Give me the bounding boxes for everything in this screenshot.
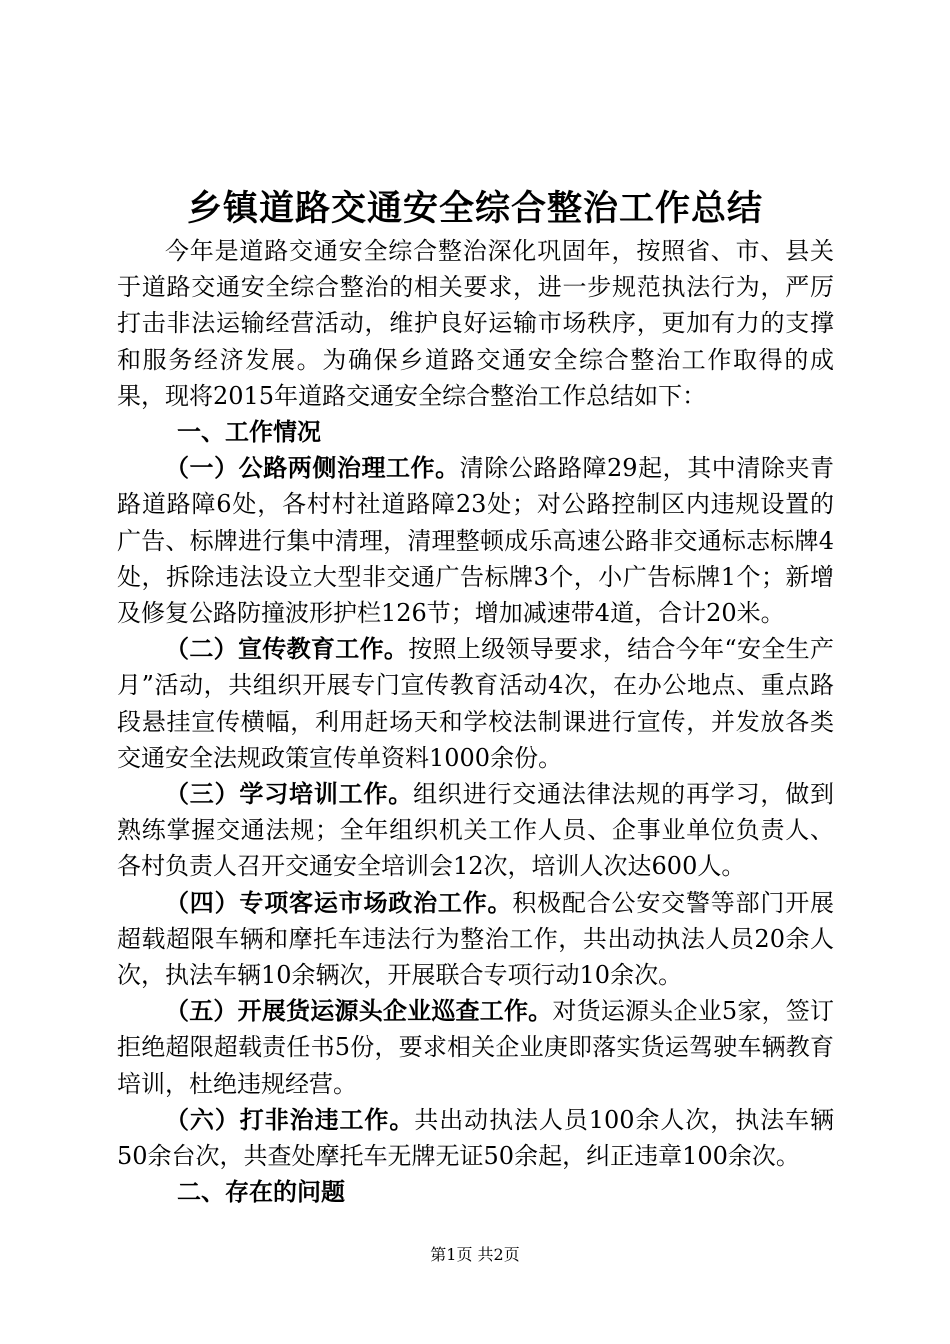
- item-lead: （一）公路两侧治理工作。: [165, 454, 460, 483]
- item-text: 组织进行交通法律法规的再学习，做到熟练掌握交通法规；全年组织机关工作人员、企事业单位负责人、各村负责人召开交通安全培训会12次，培训人次达600人。: [117, 780, 835, 881]
- item-paragraph-road-sides: [117, 450, 834, 631]
- item-lead: （三）学习培训工作。: [165, 780, 414, 809]
- item-lead: （六）打非治违工作。: [165, 1105, 415, 1134]
- item-paragraph-publicity: [117, 631, 834, 776]
- item-text: 积极配合公安交警等部门开展超载超限车辆和摩托车违法行为整治工作，共出动执法人员20余人次，执法车辆10余辆次，开展联合专项行动10余次。: [117, 888, 835, 990]
- item-paragraph-enforcement: [117, 1102, 834, 1174]
- item-lead: （五）开展货运源头企业巡查工作。: [165, 997, 553, 1026]
- document-body: [117, 233, 834, 1210]
- item-paragraph-training: [117, 776, 834, 885]
- item-text: 清除公路路障29起，其中清除夹青路道路障6处，各村村社道路障23处；对公路控制区内违规设置的广告、标牌进行集中清理，清理整顿成乐高速公路非交通标志标牌4处，拆除违法设立大型非交通广告标牌3个，小广告标牌1个；新增及修复公路防撞波形护栏126节；增加减速带4道，合计20米。: [117, 454, 834, 628]
- intro-paragraph: 今年是道路交通安全综合整治深化巩固年，按照省、市、县关于道路交通安全综合整治的相关要求，进一步规范执法行为，严厉打击非法运输经营活动，维护良好运输市场秩序，更加有力的支撑和服务经济发展。为确保乡道路交通安全综合整治工作取得的成果，现将2015年道路交通安全综合整治工作总结如下：: [117, 237, 834, 410]
- item-lead: （四）专项客运市场政治工作。: [165, 888, 513, 917]
- item-text: 共出动执法人员100余人次，执法车辆50余台次，共查处摩托车无牌无证50余起，纠正违章100余次。: [117, 1105, 835, 1171]
- item-lead: （二）宣传教育工作。: [165, 635, 409, 664]
- section-heading-problems: 二、存在的问题: [177, 1178, 345, 1207]
- item-paragraph-passenger-market: [117, 885, 834, 994]
- section-heading-work-status: 一、工作情况: [177, 418, 321, 447]
- page-number-footer: 第1页 共2页: [430, 1245, 520, 1264]
- item-paragraph-freight-inspection: [117, 993, 834, 1102]
- document-title: 乡镇道路交通安全综合整治工作总结: [186, 188, 763, 229]
- item-text: 按照上级领导要求，结合今年“安全生产月”活动，共组织开展专门宣传教育活动4次，在办公地点、重点路段悬挂宣传横幅，利用赶场天和学校法制课进行宣传，并发放各类交通安全法规政策宣传单资料1000余份。: [117, 635, 834, 772]
- item-text: 对货运源头企业5家，签订拒绝超限超载责任书5份，要求相关企业庚即落实货运驾驶车辆教育培训，杜绝违规经营。: [117, 997, 834, 1098]
